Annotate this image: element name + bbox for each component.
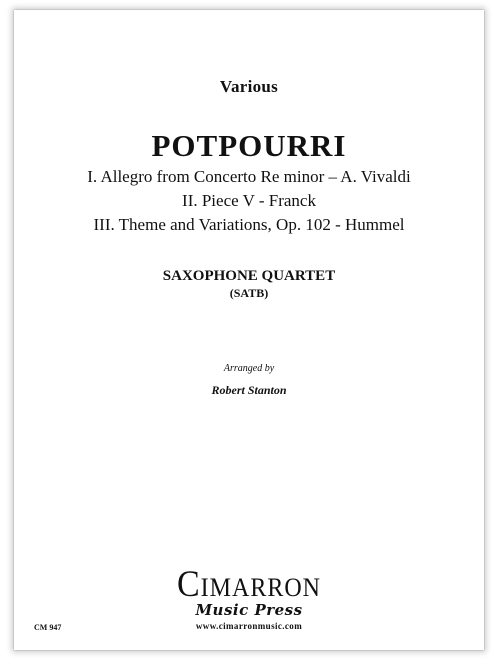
arranged-by-label: Arranged by — [223, 363, 275, 374]
page-title: POTPOURRI — [151, 128, 347, 163]
arranger-name: Robert Stanton — [211, 383, 287, 397]
catalog-number: CM 947 — [34, 623, 62, 632]
publisher-logo-rest: IMARRON — [200, 574, 322, 603]
publisher-logo-subtitle: Music Press — [195, 601, 303, 619]
score-cover-page — [14, 10, 484, 650]
publisher-website: www.cimarronmusic.com — [195, 620, 303, 631]
publisher-logo — [14, 564, 484, 631]
movement-3: III. Theme and Variations, Op. 102 - Hummel — [93, 215, 405, 234]
publisher-logo-initial: C — [176, 564, 201, 605]
composer: Various — [219, 77, 279, 96]
ensemble: SAXOPHONE QUARTET — [162, 268, 336, 284]
publisher-logo-wordmark — [14, 564, 484, 605]
voicing: (SATB) — [229, 286, 269, 300]
movement-2: II. Piece V - Franck — [182, 191, 316, 210]
movement-1: I. Allegro from Concerto Re minor – A. Vivaldi — [87, 167, 411, 186]
